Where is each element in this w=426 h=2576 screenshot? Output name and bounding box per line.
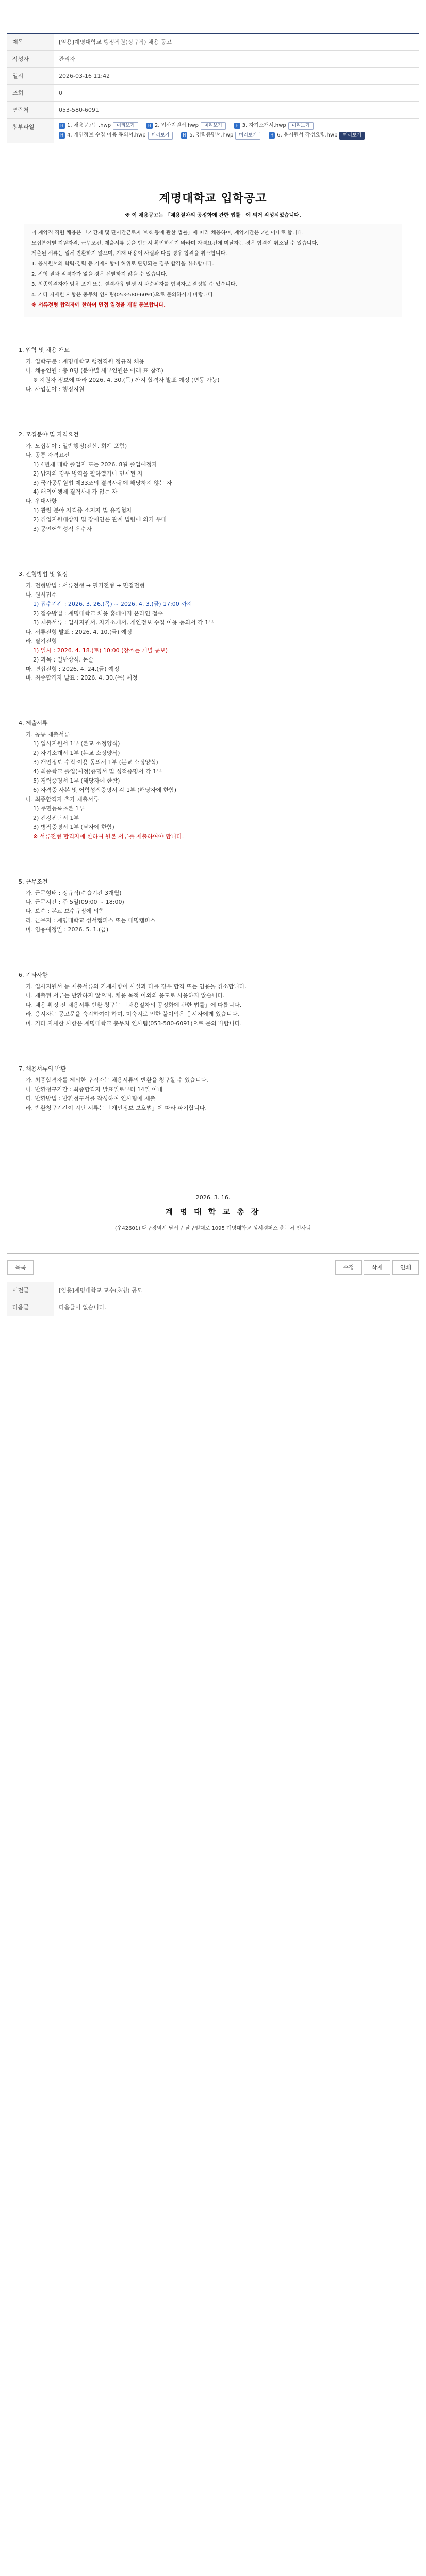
- preview-button[interactable]: 미리보기: [339, 132, 365, 140]
- list-button[interactable]: 목록: [7, 1260, 34, 1275]
- article-subtitle: ※ 이 채용공고는 「채용절차의 공정화에 관한 법률」에 의거 작성되었습니다.: [105, 212, 321, 220]
- section-line: 가. 최종합격자를 제외한 구직자는 채용서류의 반환을 청구할 수 있습니다.: [26, 1076, 208, 1083]
- article-title: 계명대학교 입학공고: [159, 192, 267, 205]
- section-line: 나. 제출된 서류는 반환하지 않으며, 채용 목적 이외의 용도로 사용하지 않습니다.: [26, 992, 225, 999]
- print-button[interactable]: 인쇄: [392, 1260, 419, 1275]
- next-post-empty: 다음글이 없습니다.: [59, 1303, 107, 1311]
- attachment-item: [181, 132, 260, 140]
- attachment-link[interactable]: 3. 자기소개서.hwp: [242, 122, 286, 128]
- notice-line: 4. 기타 자세한 사항은 총무처 인사팀(053-580-6091)으로 문의하시기 바랍니다.: [31, 292, 215, 298]
- section-line: 1) 일시 : 2026. 4. 18.(토) 10:00 (장소는 개별 통보): [33, 647, 168, 654]
- next-label: 다음글: [7, 1299, 54, 1316]
- post-action-group: [335, 1260, 419, 1275]
- section-line: 가. 입사지원서 등 제출서류의 기재사항이 사실과 다를 경우 합격 또는 임용을 취소합니다.: [26, 983, 247, 990]
- notice-line: 제출된 서류는 일체 반환하지 않으며, 기재 내용이 사실과 다를 경우 합격을 취소합니다.: [31, 251, 227, 257]
- section-line: 라. 응시자는 공고문을 숙지하여야 하며, 미숙지로 인한 불이익은 응시자에게 있습니다.: [26, 1010, 239, 1018]
- sign-date: 2026. 3. 16.: [195, 1194, 231, 1201]
- section-line: 2) 취업지원대상자 및 장애인은 관계 법령에 의거 우대: [33, 516, 167, 523]
- attachment-list: [59, 122, 414, 140]
- section-line: 다. 우대사항: [26, 498, 57, 505]
- preview-button[interactable]: 미리보기: [201, 122, 226, 130]
- attachment-item: [269, 132, 365, 140]
- notice-line: 2. 전형 결과 적격자가 없을 경우 선발하지 않을 수 있습니다.: [31, 272, 168, 278]
- section-line: 가. 전형방법 : 서류전형 → 필기전형 → 면접전형: [26, 582, 145, 589]
- section-line: 1) 관련 분야 자격증 소지자 및 유경험자: [33, 507, 132, 514]
- section-line: 나. 근무시간 : 주 5일(09:00 ~ 18:00): [26, 899, 124, 906]
- attachment-link[interactable]: 2. 입사지원서.hwp: [154, 122, 199, 128]
- bottom-action-bar: [7, 1253, 419, 1275]
- section-line: 바. 최종합격자 발표 : 2026. 4. 30.(목) 예정: [26, 674, 138, 682]
- section-line: 나. 채용인원 : 총 0명 (분야별 세부인원은 아래 표 참조): [26, 367, 163, 375]
- article-sections: [19, 346, 407, 1133]
- meta-row-contact: [7, 102, 419, 119]
- section-line: 3) 공인어학성적 우수자: [33, 526, 92, 533]
- section-line: 가. 모집분야 : 일반행정(전산, 회계 포함): [26, 442, 127, 449]
- meta-label: 일시: [7, 68, 54, 84]
- section-title: 5. 근무조건: [19, 878, 48, 885]
- section-line: 3) 병적증명서 1부 (남자에 한함): [33, 823, 114, 831]
- hwp-file-icon: H: [234, 123, 240, 129]
- section-line: 다. 채용 확정 전 채용서류 반환 청구는 「채용절차의 공정화에 관한 법률」에 따릅니다.: [26, 1002, 242, 1009]
- section-line: 2) 과목 : 일반상식, 논술: [33, 656, 94, 663]
- notice-line: 모집분야별 지원자격, 근무조건, 제출서류 등을 반드시 확인하시기 바라며 자격요건에 미달하는 경우 합격이 취소될 수 있습니다.: [31, 241, 319, 247]
- section-title: 6. 기타사항: [19, 972, 48, 979]
- section-line: 1) 주민등록초본 1부: [33, 805, 85, 812]
- section-line: 라. 근무지 : 계명대학교 성서캠퍼스 또는 대명캠퍼스: [26, 917, 156, 924]
- post-author: 관리자: [59, 55, 75, 62]
- section-line: 2) 자기소개서 1부 (본교 소정양식): [33, 750, 120, 757]
- section-title: 3. 전형방법 및 일정: [19, 571, 68, 578]
- section-line: 3) 제출서류 : 입사지원서, 자기소개서, 개인정보 수집 이용 동의서 각 1부: [33, 619, 214, 626]
- section-line: 다. 보수 : 본교 보수규정에 의함: [26, 908, 105, 915]
- meta-label: 조회: [7, 85, 54, 101]
- meta-row-files: [7, 119, 419, 143]
- preview-button[interactable]: 미리보기: [288, 122, 314, 130]
- meta-row-date: [7, 68, 419, 85]
- section-line: 3) 개인정보 수집·이용 동의서 1부 (본교 소정양식): [33, 759, 158, 766]
- notice-line: 3. 최종합격자가 임용 포기 또는 결격사유 발생 시 차순위자를 합격자로 결정할 수 있습니다.: [31, 282, 237, 288]
- section-line: ※ 서류전형 합격자에 한하여 원본 서류를 제출하여야 합니다.: [33, 833, 184, 840]
- section-title: 2. 모집분야 및 자격요건: [19, 431, 79, 438]
- section-line: 마. 임용예정일 : 2026. 5. 1.(금): [26, 926, 109, 934]
- post-meta-table: [7, 33, 419, 143]
- section-line: 3) 국가공무원법 제33조의 결격사유에 해당하지 않는 자: [33, 479, 172, 486]
- prev-next-nav: [7, 1282, 419, 1316]
- attachment-item: [146, 122, 226, 130]
- attachment-link[interactable]: 6. 응시원서 작성요령.hwp: [277, 132, 338, 138]
- preview-button[interactable]: 미리보기: [235, 132, 260, 140]
- next-post-row: [7, 1299, 419, 1316]
- preview-button[interactable]: 미리보기: [113, 122, 138, 130]
- section-line: 나. 원서접수: [26, 591, 57, 599]
- section-line: 4) 최종학교 졸업(예정)증명서 및 성적증명서 각 1부: [33, 768, 162, 775]
- hwp-file-icon: H: [269, 132, 275, 139]
- section-line: ※ 지원자 정보에 따라 2026. 4. 30.(목) 까지 합격자 발표 예정 (변동 가능): [33, 376, 220, 383]
- section-line: 마. 기타 자세한 사항은 계명대학교 총무처 인사팀(053-580-6091)으로 문의 바랍니다.: [26, 1020, 242, 1027]
- section-line: 1) 4년제 대학 졸업자 또는 2026. 8월 졸업예정자: [33, 461, 157, 468]
- section-line: 1) 입사지원서 1부 (본교 소정양식): [33, 740, 120, 748]
- meta-label: 연락처: [7, 102, 54, 118]
- attachment-link[interactable]: 5. 경력증명서.hwp: [189, 132, 234, 138]
- section-line: 4) 해외여행에 결격사유가 없는 자: [33, 488, 118, 496]
- section-title: 7. 채용서류의 반환: [19, 1065, 66, 1072]
- section-line: 라. 필기전형: [26, 637, 57, 645]
- signature-block: [19, 1194, 407, 1233]
- attachment-item: [59, 132, 173, 140]
- section-line: 2) 건강진단서 1부: [33, 814, 79, 821]
- section-line: 나. 반환청구기간 : 최종합격자 발표일로부터 14일 이내: [26, 1086, 163, 1093]
- notice-line: 이 계약직 직원 채용은 「기간제 및 단시간근로자 보호 등에 관한 법률」에 따라 채용하며, 계약기간은 2년 이내로 합니다.: [31, 230, 304, 236]
- prev-label: 이전글: [7, 1282, 54, 1299]
- section-line: 마. 면접전형 : 2026. 4. 24.(금) 예정: [26, 665, 120, 672]
- section-line: 2) 접수방법 : 계명대학교 채용 홈페이지 온라인 접수: [33, 609, 163, 617]
- section-line: 라. 반환청구기간이 지난 서류는 「개인정보 보호법」에 따라 파기합니다.: [26, 1104, 207, 1111]
- section-line: 가. 근무형태 : 정규직(수습기간 3개월): [26, 889, 122, 896]
- sign-address: (우42601) 대구광역시 달서구 달구벌대로 1095 계명대학교 성서캠퍼스 총무처 인사팀: [114, 1226, 312, 1232]
- prev-post-row[interactable]: [7, 1282, 419, 1299]
- post-body: [7, 191, 419, 1233]
- section-line: 다. 반환방법 : 반환청구서를 작성하여 인사팀에 제출: [26, 1095, 156, 1102]
- post-title: [임용]계명대학교 행정직원(정규직) 채용 공고: [59, 39, 172, 45]
- attachment-item: [59, 122, 138, 130]
- section-line: 다. 서류전형 발표 : 2026. 4. 10.(금) 예정: [26, 628, 133, 635]
- attachment-link[interactable]: 4. 개인정보 수집 이용 동의서.hwp: [67, 132, 146, 138]
- post-date: 2026-03-16 11:42: [59, 72, 110, 79]
- post-contact: 053-580-6091: [59, 106, 99, 113]
- hwp-file-icon: H: [59, 123, 65, 129]
- meta-label: 첨부파일: [7, 119, 54, 143]
- attachment-item: [234, 122, 314, 130]
- meta-row-title: [7, 34, 419, 51]
- delete-button[interactable]: 삭제: [364, 1260, 390, 1275]
- preview-button[interactable]: 미리보기: [148, 132, 173, 140]
- section-line: 나. 공통 자격요건: [26, 451, 70, 459]
- prev-post-link[interactable]: [임용]계명대학교 교수(초빙) 공모: [59, 1286, 143, 1294]
- section-title: 4. 제출서류: [19, 720, 48, 727]
- section-line: 5) 경력증명서 1부 (해당자에 한함): [33, 777, 120, 785]
- section-line: 6) 자격증 사본 및 어학성적증명서 각 1부 (해당자에 한함): [33, 786, 176, 793]
- section-line: 나. 최종합격자 추가 제출서류: [26, 795, 99, 803]
- meta-row-author: [7, 51, 419, 68]
- hwp-file-icon: H: [181, 132, 187, 139]
- section-line: 가. 입학구분 : 계명대학교 행정직원 정규직 채용: [26, 358, 145, 365]
- sign-organization: 계 명 대 학 교 총 장: [165, 1207, 261, 1217]
- post-views: 0: [59, 89, 62, 96]
- meta-row-views: [7, 85, 419, 102]
- attachment-link[interactable]: 1. 채용공고문.hwp: [67, 122, 111, 128]
- section-line: 1) 접수기간 : 2026. 3. 26.(목) ~ 2026. 4. 3.(금) 17:00 까지: [33, 600, 192, 607]
- meta-label: 제목: [7, 34, 54, 50]
- hwp-file-icon: H: [146, 123, 153, 129]
- edit-button[interactable]: 수정: [335, 1260, 362, 1275]
- hwp-file-icon: H: [59, 132, 65, 139]
- section-title: 1. 입학 및 채용 개요: [19, 347, 70, 354]
- section-line: 2) 남자의 경우 병역을 필하였거나 면제된 자: [33, 470, 143, 477]
- notice-line: 1. 응시원서의 학력·경력 등 기재사항이 허위로 판명되는 경우 합격을 취소합니다.: [31, 261, 214, 267]
- meta-label: 작성자: [7, 51, 54, 67]
- section-line: 가. 공통 제출서류: [26, 731, 70, 738]
- notice-warning: ※ 서류전형 합격자에 한하여 면접 일정을 개별 통보합니다.: [31, 302, 166, 309]
- section-line: 다. 사업분야 : 행정지원: [26, 385, 85, 393]
- notice-box: [24, 224, 402, 317]
